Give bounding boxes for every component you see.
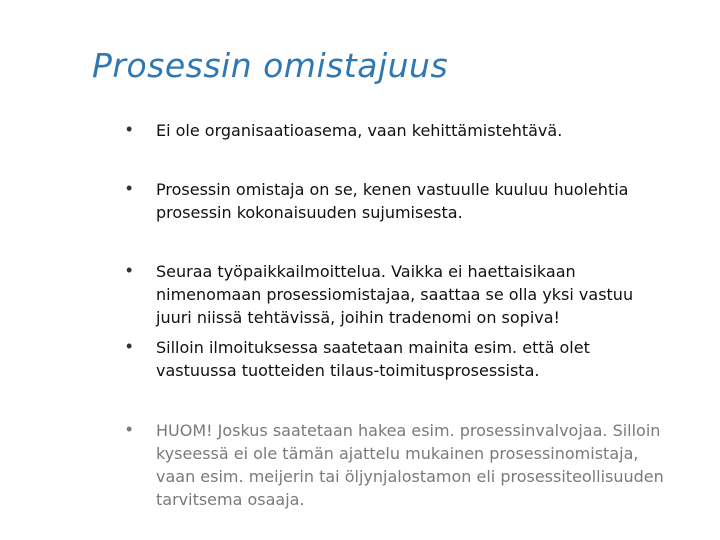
bullet-marker: • — [126, 419, 133, 439]
bullet-item — [156, 119, 701, 142]
bullet-line: vastuussa tuotteiden tilaus-toimitusprosessista. — [156, 361, 540, 380]
bullet-item — [156, 178, 701, 224]
bullet-line: Silloin ilmoituksessa saatetaan mainita esim. että olet — [156, 338, 590, 357]
bullet-marker: • — [126, 336, 133, 356]
bullet-line: Prosessin omistaja on se, kenen vastuulle kuuluu huolehtia — [156, 180, 629, 199]
bullet-item — [156, 260, 701, 329]
bullet-item — [156, 336, 701, 382]
bullet-line: kyseessä ei ole tämän ajattelu mukainen prosessinomistaja, — [156, 444, 639, 463]
slide-title: Prosessin omistajuus — [92, 46, 449, 85]
bullet-item — [156, 419, 701, 511]
bullet-line: prosessin kokonaisuuden sujumisesta. — [156, 203, 463, 222]
bullet-marker: • — [126, 260, 133, 280]
bullet-line: HUOM! Joskus saatetaan hakea esim. prosessinvalvojaa. Silloin — [156, 421, 661, 440]
bullet-line: Ei ole organisaatioasema, vaan kehittämistehtävä. — [156, 121, 563, 140]
bullet-marker: • — [126, 178, 133, 198]
bullet-marker: • — [126, 119, 133, 139]
bullet-line: juuri niissä tehtävissä, joihin tradenomi on sopiva! — [156, 308, 560, 327]
bullet-line: Seuraa työpaikkailmoittelua. Vaikka ei haettaisikaan — [156, 262, 576, 281]
bullet-line: vaan esim. meijerin tai öljynjalostamon eli prosessiteollisuuden — [156, 467, 664, 486]
bullet-line: nimenomaan prosessiomistajaa, saattaa se olla yksi vastuu — [156, 285, 634, 304]
bullet-line: tarvitsema osaaja. — [156, 490, 305, 509]
